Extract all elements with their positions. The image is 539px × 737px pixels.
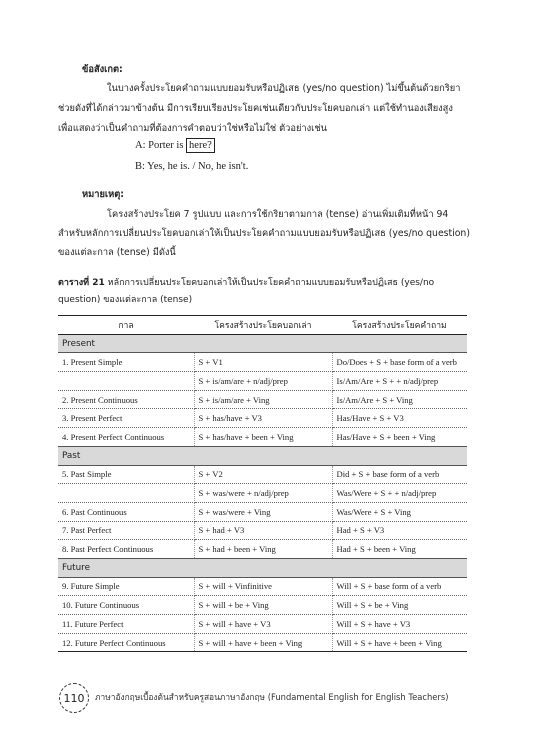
group-label: Past (58, 446, 467, 465)
table-row (58, 409, 467, 428)
question-cell: Will + S + have + been + Ving (332, 633, 467, 652)
statement-cell: S + is/am/are + Ving (194, 390, 332, 409)
question-cell: Had + S + been + Ving (332, 540, 467, 559)
question-cell: Will + S + be + Ving (332, 596, 467, 615)
note-line: ช่วยดังที่ได้กล่าวมาข้างต้น มีการเรียบเรียงประโยคเช่นเดียวกับประโยคบอกเล่า แต่ใช้ทำนองเสียงสูง (58, 103, 453, 114)
statement-cell: S + will + have + V3 (194, 615, 332, 634)
question-cell: Has/Have + S + V3 (332, 409, 467, 428)
tense-cell: 10. Future Continuous (58, 596, 194, 615)
remark-line: สำหรับหลักการเปลี่ยนประโยคบอกเล่าให้เป็นประโยคคำถามแบบยอมรับหรือปฏิเสธ (yes/no question) (58, 228, 470, 239)
question-cell: Did + S + base form of a verb (332, 465, 467, 484)
question-cell: Do/Does + S + base form of a verb (332, 353, 467, 372)
group-label: Present (58, 334, 467, 353)
statement-cell: S + V1 (194, 353, 332, 372)
tense-cell: 8. Past Perfect Continuous (58, 540, 194, 559)
tense-cell (58, 484, 194, 503)
footer-text: ภาษาอังกฤษเบื้องต้นสำหรับครูสอนภาษาอังกฤษ (Fundamental English for English Teachers) (95, 692, 449, 702)
example-a-boxed: here? (186, 138, 215, 153)
table-row (58, 390, 467, 409)
table-row (58, 353, 467, 372)
remark-line: ของแต่ละกาล (tense) มีดังนี้ (58, 247, 176, 258)
question-cell: Has/Have + S + been + Ving (332, 428, 467, 447)
table-row (58, 502, 467, 521)
question-cell: Is/Am/Are + S + Ving (332, 390, 467, 409)
table-row (58, 484, 467, 503)
example-b: B: Yes, he is. / No, he isn't. (135, 161, 249, 172)
group-row (58, 446, 467, 465)
question-cell: Had + S + V3 (332, 521, 467, 540)
table-row (58, 615, 467, 634)
header-tense: กาล (58, 316, 194, 335)
statement-cell: S + will + have + been + Ving (194, 633, 332, 652)
tense-cell: 5. Past Simple (58, 465, 194, 484)
question-cell: Will + S + have + V3 (332, 615, 467, 634)
tense-cell: 6. Past Continuous (58, 502, 194, 521)
table-row (58, 465, 467, 484)
table-body (58, 334, 467, 652)
tense-cell: 2. Present Continuous (58, 390, 194, 409)
table-row (58, 540, 467, 559)
statement-cell: S + will + be + Ving (194, 596, 332, 615)
example-a-prefix: A: Porter is (135, 140, 184, 151)
tense-cell (58, 372, 194, 391)
table-header-row (58, 316, 467, 335)
page-number: 110 (59, 683, 89, 713)
tense-cell: 4. Present Perfect Continuous (58, 428, 194, 447)
example-a (135, 138, 215, 153)
tense-cell: 3. Present Perfect (58, 409, 194, 428)
statement-cell: S + V2 (194, 465, 332, 484)
statement-cell: S + has/have + been + Ving (194, 428, 332, 447)
remark-heading: หมายเหตุ: (82, 189, 124, 200)
table-caption-text: หลักการเปลี่ยนประโยคบอกเล่าให้เป็นประโยคคำถามแบบยอมรับหรือปฏิเสธ (yes/no (107, 278, 435, 288)
group-label: Future (58, 558, 467, 577)
tense-cell: 12. Future Perfect Continuous (58, 633, 194, 652)
statement-cell: S + was/were + Ving (194, 502, 332, 521)
table-row (58, 372, 467, 391)
statement-cell: S + had + V3 (194, 521, 332, 540)
table-row (58, 577, 467, 596)
table-row (58, 521, 467, 540)
tense-cell: 9. Future Simple (58, 577, 194, 596)
statement-cell: S + will + Vinfinitive (194, 577, 332, 596)
remark-line: โครงสร้างประโยค 7 รูปแบบ และการใช้กริยาตามกาล (tense) อ่านเพิ่มเติมที่หน้า 94 (107, 209, 449, 220)
table-caption-text-2: question) ของแต่ละกาล (tense) (58, 295, 193, 305)
tense-cell: 11. Future Perfect (58, 615, 194, 634)
statement-cell: S + is/am/are + n/adj/prep (194, 372, 332, 391)
table-caption (58, 275, 434, 309)
group-row (58, 334, 467, 353)
table-row (58, 633, 467, 652)
note-heading: ข้อสังเกต: (82, 64, 123, 75)
question-cell: Is/Am/Are + S + + n/adj/prep (332, 372, 467, 391)
question-cell: Was/Were + S + + n/adj/prep (332, 484, 467, 503)
tense-cell: 7. Past Perfect (58, 521, 194, 540)
table-caption-label: ตารางที่ 21 (58, 278, 105, 288)
note-line: เพื่อแสดงว่าเป็นคำถามที่ต้องการคำตอบว่าใช่หรือไม่ใช่ ตัวอย่างเช่น (58, 123, 328, 134)
header-question: โครงสร้างประโยคคำถาม (332, 316, 467, 335)
header-statement: โครงสร้างประโยคบอกเล่า (194, 316, 332, 335)
question-cell: Was/Were + S + Ving (332, 502, 467, 521)
question-cell: Will + S + base form of a verb (332, 577, 467, 596)
statement-cell: S + was/were + n/adj/prep (194, 484, 332, 503)
statement-cell: S + has/have + V3 (194, 409, 332, 428)
table-row (58, 428, 467, 447)
tense-table (58, 315, 467, 652)
note-line: ในบางครั้งประโยคคำถามแบบยอมรับหรือปฏิเสธ (yes/no question) ไม่ขึ้นต้นด้วยกริยา (107, 83, 461, 94)
group-row (58, 558, 467, 577)
table-row (58, 596, 467, 615)
statement-cell: S + had + been + Ving (194, 540, 332, 559)
tense-cell: 1. Present Simple (58, 353, 194, 372)
